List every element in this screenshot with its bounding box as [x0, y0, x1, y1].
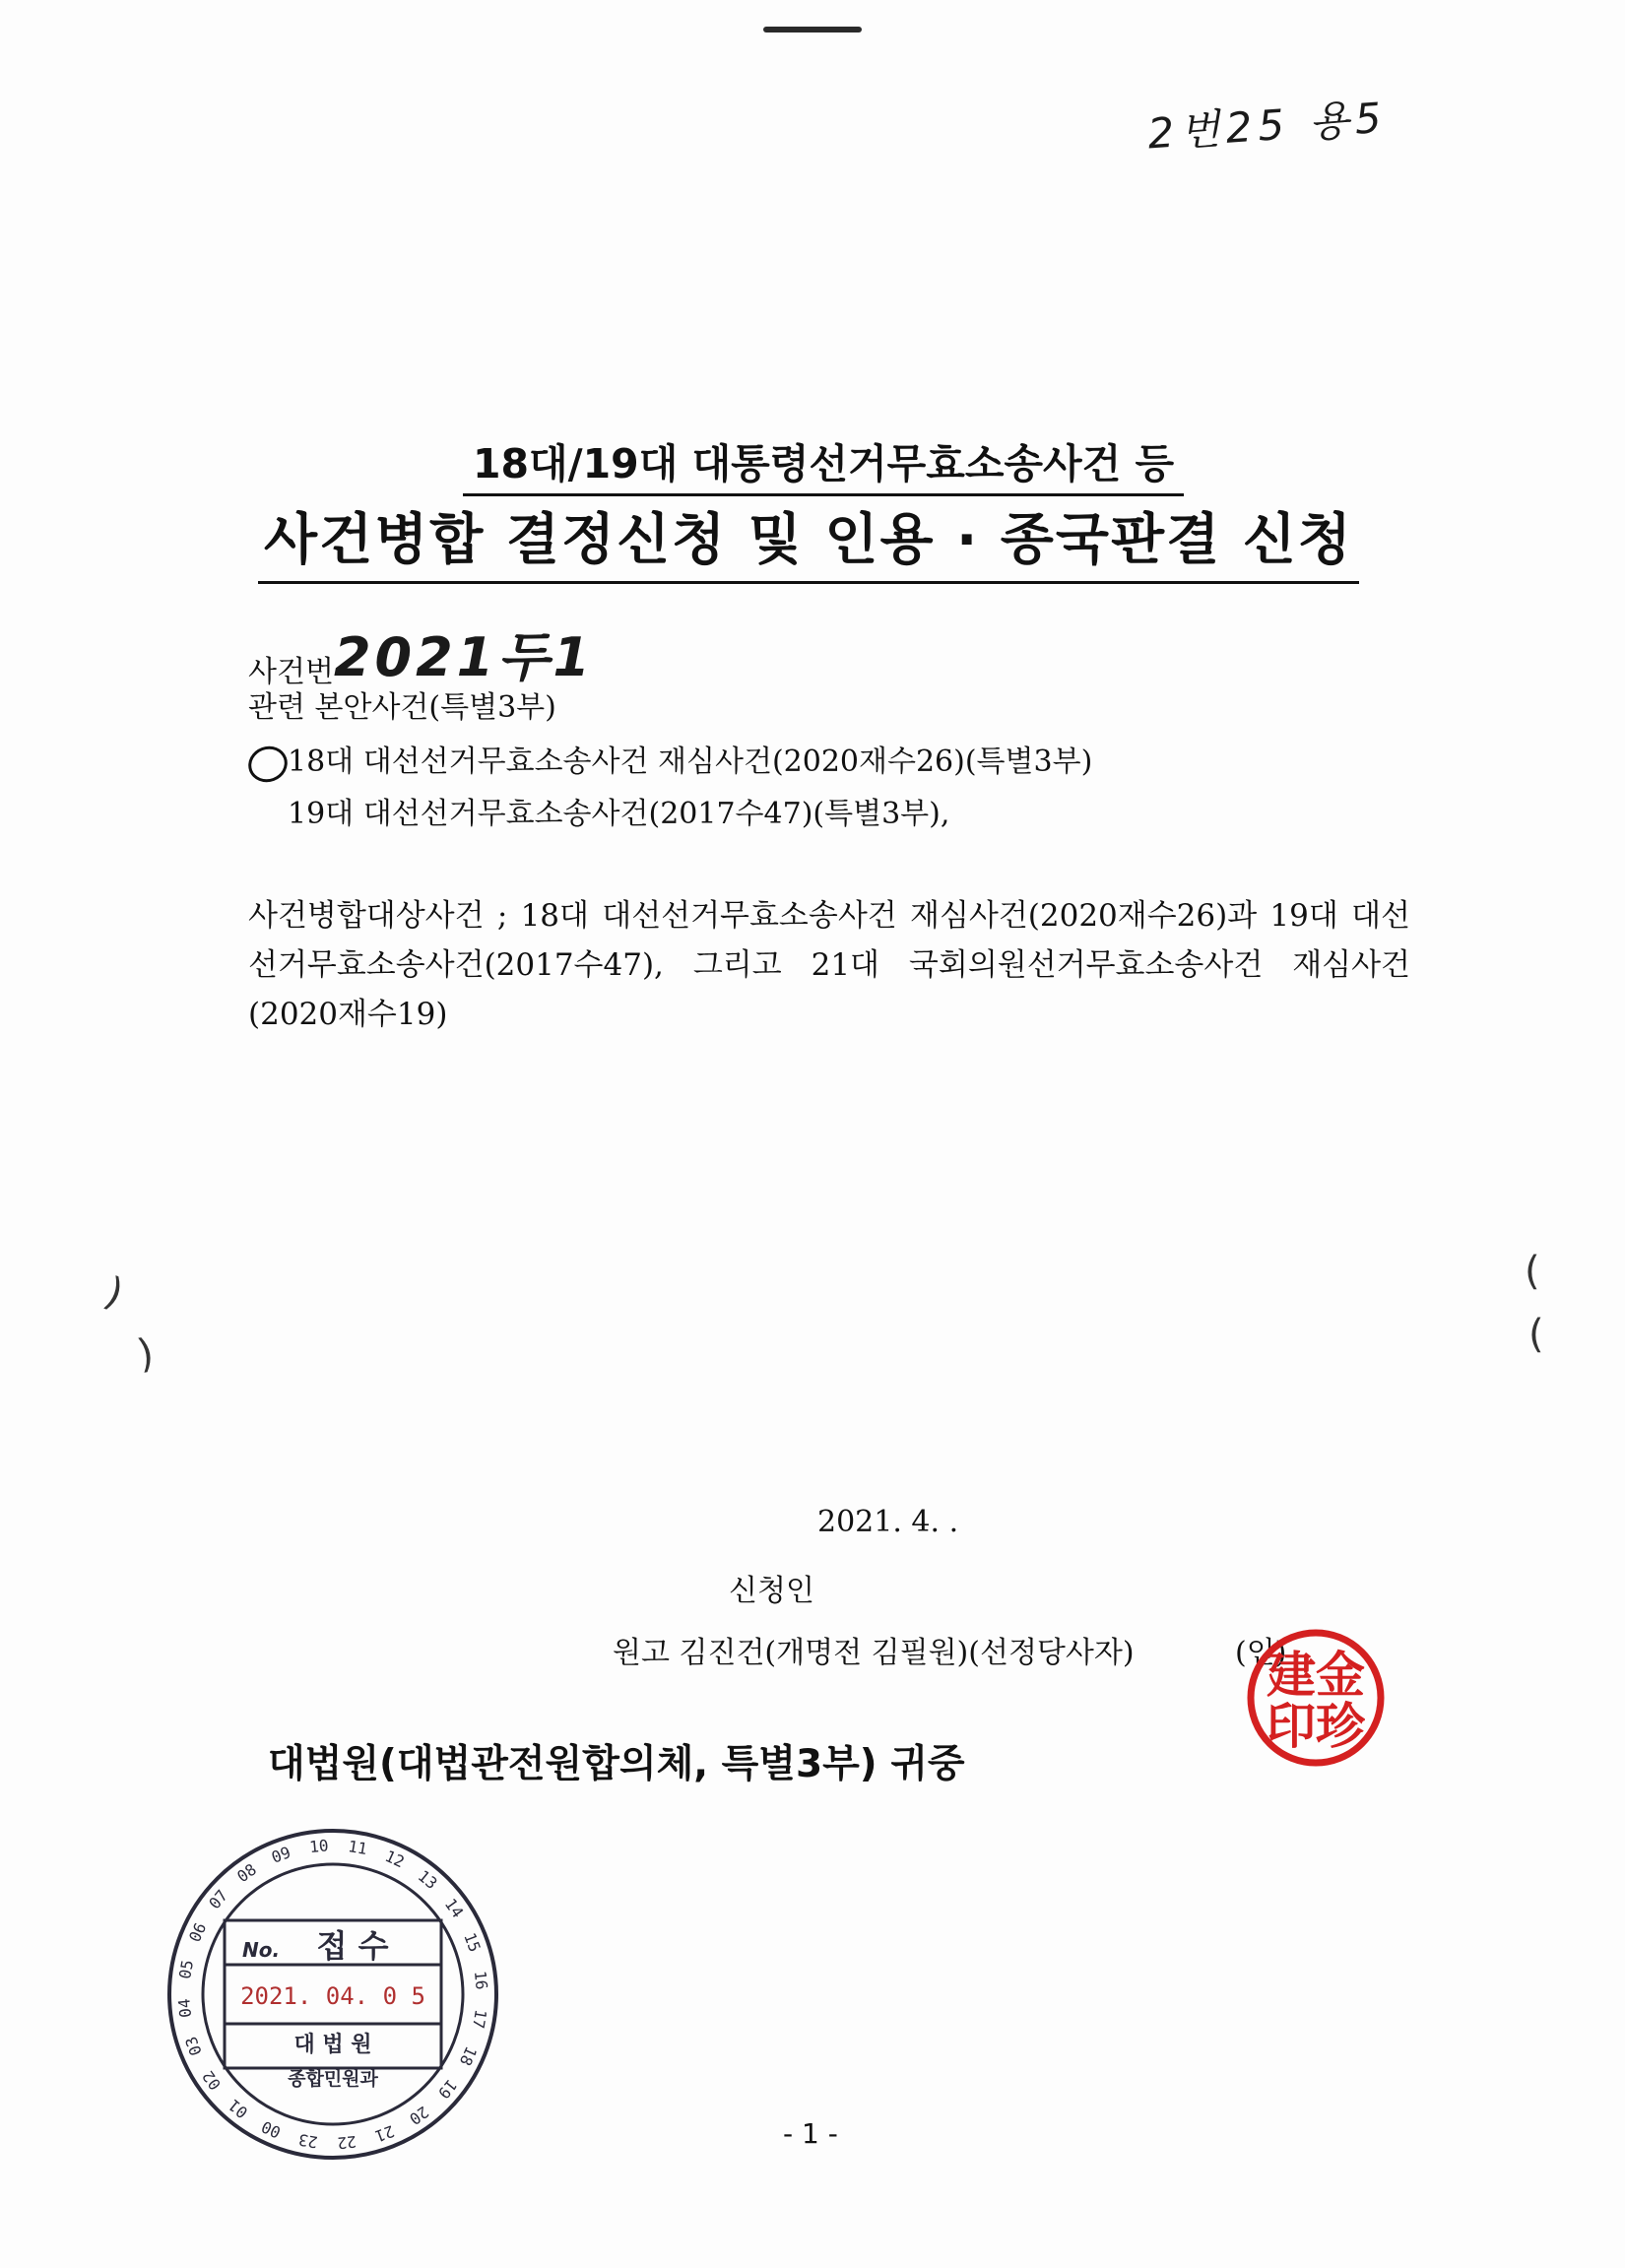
- stamp-org: 대 법 원: [293, 2033, 372, 2057]
- related-cases-label: 관련 본안사건(특별3부): [248, 690, 556, 725]
- margin-mark-left: ): [98, 1268, 130, 1318]
- document-title-line1: 18대/19대 대통령선거무효소송사건 등: [463, 431, 1184, 496]
- stamp-dial-number: 07: [205, 1886, 232, 1913]
- receipt-stamp: [165, 1827, 500, 2162]
- handwritten-note: 2번25 용5: [1145, 93, 1389, 159]
- stamp-dial-number: 02: [198, 2067, 226, 2094]
- seal-mark-text: (인): [1235, 1636, 1287, 1670]
- stamp-dial-number: 03: [181, 2034, 206, 2058]
- case-number-label: 사건번: [248, 655, 334, 689]
- stamp-dial-number: 04: [174, 1997, 196, 2019]
- case-number-row: [248, 626, 594, 697]
- stamp-dial-number: 14: [440, 1895, 468, 1921]
- stamp-title: 접 수: [316, 1927, 389, 1965]
- stamp-no-label: No.: [242, 1938, 281, 1962]
- filing-date: 2021. 4. .: [817, 1505, 959, 1539]
- stamp-dial-number: 09: [269, 1843, 293, 1867]
- stamp-dial-number: 10: [308, 1836, 330, 1857]
- applicant-label: 신청인: [729, 1574, 814, 1608]
- svg-text:建金: 建金: [1267, 1646, 1365, 1704]
- stamp-dial-number: 21: [372, 2121, 397, 2146]
- stamp-dial-number: 19: [433, 2075, 461, 2103]
- stamp-dial-number: 16: [470, 1970, 491, 1991]
- related-case-item: 19대 대선선거무효소송사건(2017수47)(특별3부),: [288, 797, 950, 831]
- svg-text:印珍: 印珍: [1267, 1697, 1365, 1755]
- stamp-dial-number: 01: [225, 2095, 252, 2122]
- applicant-name: 원고 김진건(개명전 김필원)(선정당사자): [613, 1636, 1135, 1670]
- personal-seal-stamp: [1245, 1627, 1388, 1770]
- stamp-dial-number: 17: [468, 2008, 490, 2031]
- addressee: 대법원(대법관전원합의체, 특별3부) 귀중: [268, 1742, 965, 1786]
- stamp-dial-number: 18: [455, 2043, 481, 2069]
- stamp-dial-number: 08: [233, 1859, 260, 1887]
- merge-target-paragraph: 사건병합대상사건 ; 18대 대선선거무효소송사건 재심사건(2020재수26)과 19대 대선선거무효소송사건(2017수47), 그리고 21대 국회의원선거무효소송사건 재심사건(2020재수19): [248, 898, 1410, 1032]
- stamp-dial-number: 11: [347, 1837, 369, 1859]
- margin-mark-left: ): [134, 1329, 158, 1379]
- stamp-date: 2021. 04. 0 5: [240, 1982, 425, 2010]
- stamp-dial-number: 05: [175, 1958, 198, 1980]
- staple-mark: [763, 27, 862, 32]
- stamp-dial-number: 15: [460, 1930, 485, 1955]
- page-number: - 1 -: [783, 2117, 838, 2150]
- stamp-dial-number: 12: [382, 1847, 408, 1872]
- stamp-dept: 종합민원과: [288, 2068, 378, 2090]
- stamp-dial-number: 13: [414, 1866, 441, 1894]
- related-case-item: 18대 대선선거무효소송사건 재심사건(2020재수26)(특별3부): [288, 745, 1093, 779]
- document-title-line2: 사건병합 결정신청 및 인용 · 종국판결 신청: [258, 496, 1359, 584]
- related-case-circle-mark: [243, 741, 292, 788]
- stamp-dial-number: 06: [185, 1919, 211, 1945]
- stamp-dial-number: 22: [336, 2131, 358, 2153]
- case-number-handwritten: 2021두1: [333, 626, 594, 688]
- margin-mark-right: (: [1525, 1249, 1540, 1294]
- stamp-dial-number: 20: [406, 2102, 432, 2129]
- stamp-dial-number: 23: [296, 2129, 319, 2152]
- stamp-dial-number: 00: [258, 2116, 284, 2142]
- margin-mark-right: (: [1528, 1312, 1544, 1357]
